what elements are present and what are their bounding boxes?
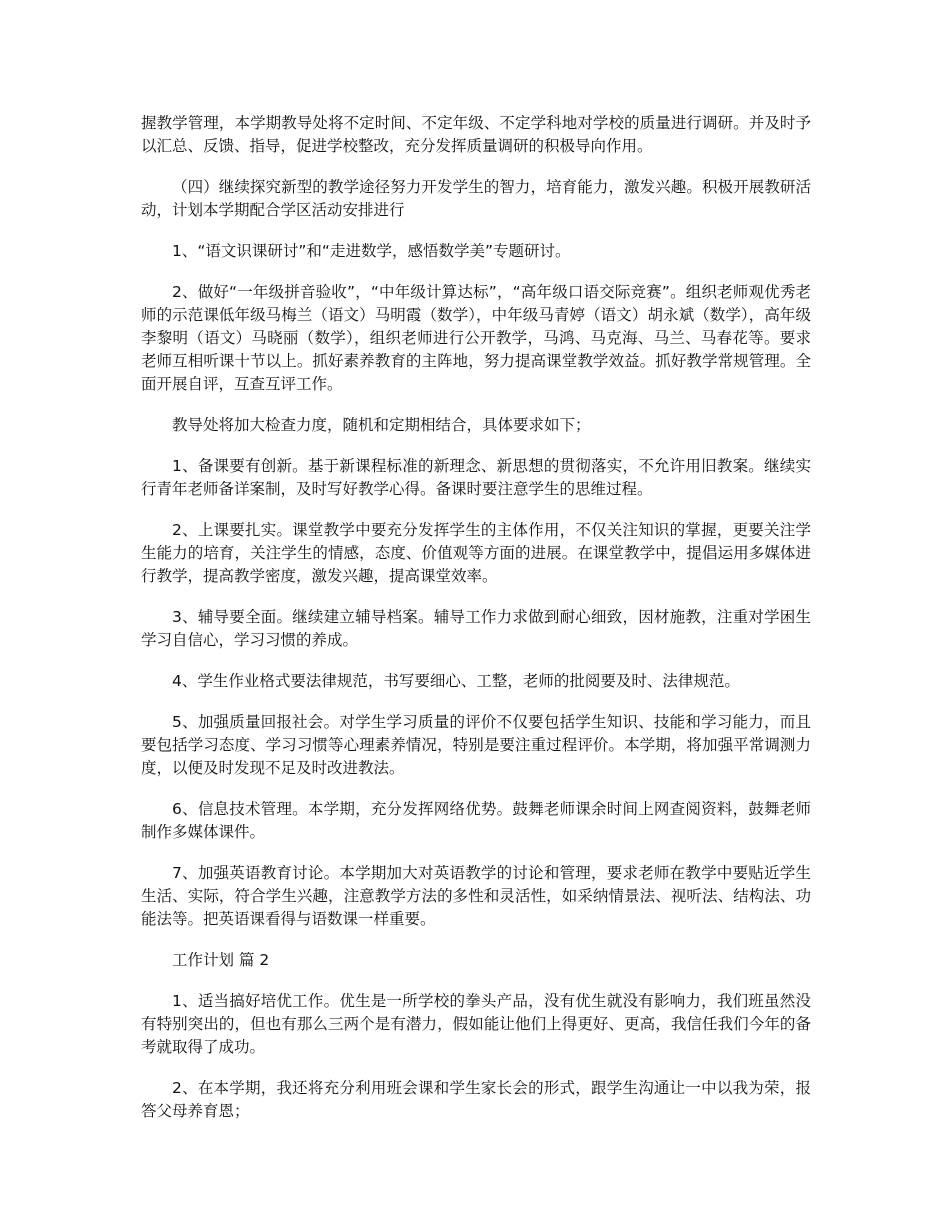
paragraph-plan2-item-2: 2、在本学期，我还将充分利用班会课和学生家长会的形式，跟学生沟通让一中以我为荣，报答父母养育恩； bbox=[141, 1079, 811, 1120]
paragraph-section-four: （四）继续探究新型的教学途径努力开发学生的智力，培育能力，激发兴趣。积极开展教研活动，计划本学期配合学区活动安排进行 bbox=[141, 178, 811, 219]
paragraph-quality-research: 握教学管理，本学期教导处将不定时间、不定年级、不定学科地对学校的质量进行调研。并及时予以汇总、反馈、指导，促进学校整改，充分发挥质量调研的积极导向作用。 bbox=[141, 114, 811, 155]
paragraph-item-1-seminar: 1、“语文识课研讨”和“走进数学，感悟数学美”专题研讨。 bbox=[172, 242, 571, 260]
paragraph-requirement-7-english: 7、加强英语教育讨论。本学期加大对英语教学的讨论和管理，要求老师在教学中要贴近学生生活、实际，符合学生兴趣，注意教学方法的多性和灵活性，如采纳情景法、视听法、结构法、功能法等。把英语课看得与语数课一样重要。 bbox=[141, 864, 811, 928]
paragraph-requirement-4-homework: 4、学生作业格式要法律规范，书写要细心、工整，老师的批阅要及时、法律规范。 bbox=[172, 672, 740, 690]
document-body bbox=[141, 112, 811, 1141]
paragraph-requirement-1-lesson-prep: 1、备课要有创新。基于新课程标准的新理念、新思想的贯彻落实，不允许用旧教案。继续实行青年老师备详案制，及时写好教学心得。备课时要注意学生的思维过程。 bbox=[141, 457, 811, 498]
paragraph-requirement-3-tutoring: 3、辅导要全面。继续建立辅导档案。辅导工作力求做到耐心细致，因材施教，注重对学困生学习自信心，学习习惯的养成。 bbox=[141, 608, 811, 649]
paragraph-plan2-item-1: 1、适当搞好培优工作。优生是一所学校的拳头产品，没有优生就没有影响力，我们班虽然没有特别突出的，但也有那么三两个是有潜力，假如能让他们上得更好、更高，我信任我们今年的备考就取得了成功。 bbox=[141, 992, 811, 1056]
paragraph-inspection-intro: 教导处将加大检查力度，随机和定期相结合，具体要求如下； bbox=[172, 416, 591, 434]
paragraph-item-2-competitions: 2、做好“一年级拼音验收”，“中年级计算达标”，“高年级口语交际竞赛”。组织老师观优秀老师的示范课低年级马梅兰（语文）马明霞（数学），中年级马青婷（语文）胡永斌（数学），高年级李黎明（语文）马晓丽（数学），组织老师进行公开教学，马鸿、马克海、马兰、马春花等。要求老师互相听课十节以上。抓好素养教育的主阵地，努力提高课堂教学效益。抓好教学常规管理。全面开展自评，互查互评工作。 bbox=[141, 283, 811, 393]
section-heading-plan-2: 工作计划 篇 2 bbox=[172, 951, 270, 969]
paragraph-requirement-5-quality: 5、加强质量回报社会。对学生学习质量的评价不仅要包括学生知识、技能和学习能力，而且要包括学习态度、学习习惯等心理素养情况，特别是要注重过程评价。本学期，将加强平常调测力度，以便及时发现不足及时改进教法。 bbox=[141, 713, 811, 777]
paragraph-requirement-2-teaching: 2、上课要扎实。课堂教学中要充分发挥学生的主体作用，不仅关注知识的掌握，更要关注学生能力的培育，关注学生的情感，态度、价值观等方面的进展。在课堂教学中，提倡运用多媒体进行教学，提高教学密度，激发兴趣，提高课堂效率。 bbox=[141, 521, 811, 585]
paragraph-requirement-6-it: 6、信息技术管理。本学期，充分发挥网络优势。鼓舞老师课余时间上网查阅资料，鼓舞老师制作多媒体课件。 bbox=[141, 800, 811, 841]
